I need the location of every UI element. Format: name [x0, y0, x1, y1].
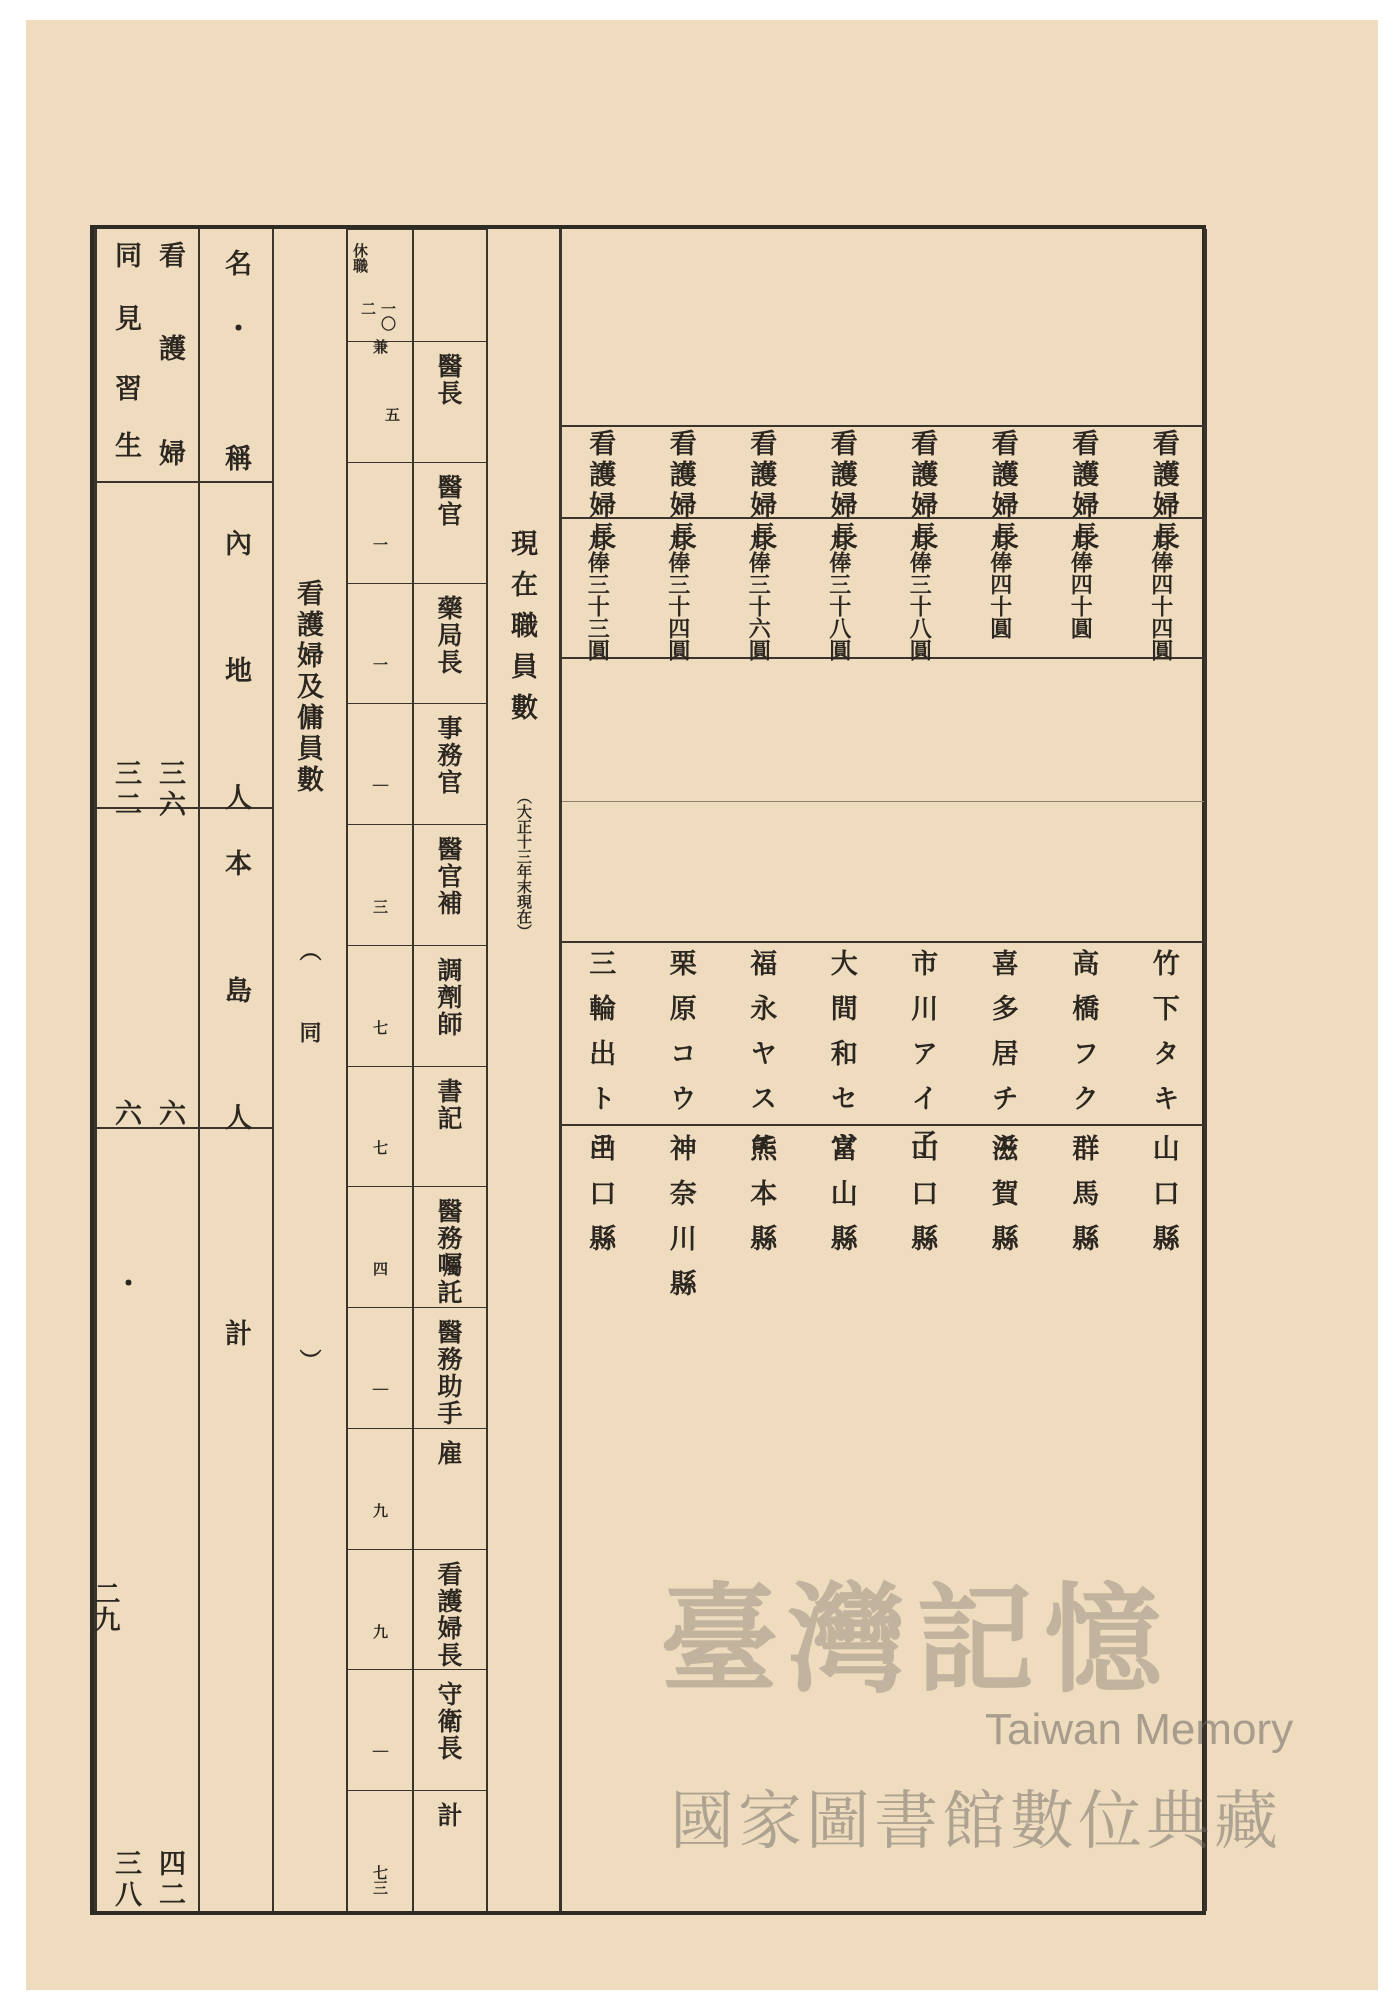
middle-column-label: 看護婦長 — [434, 1560, 463, 1669]
entry-salary: 月俸四十四圓 — [1147, 529, 1174, 661]
middle-column-label: 醫官補 — [434, 836, 463, 918]
middle-value: 三 — [371, 898, 389, 914]
middle-column-label: 守衛長 — [434, 1681, 463, 1763]
middle-table-row-rule — [346, 1790, 486, 1791]
watermark-latin: Taiwan Memory — [985, 1705, 1294, 1754]
entry-salary: 月俸四十圓 — [1067, 529, 1094, 639]
entry-title: 看護婦長 — [1147, 429, 1179, 553]
entry-title: 看護婦長 — [745, 429, 777, 553]
ken-value-1: 兼 — [371, 339, 389, 354]
frame-inner-right-rule — [1204, 229, 1207, 1911]
middle-column-label: 計 — [434, 1802, 463, 1830]
entry-origin: 神奈川縣 — [664, 1134, 696, 1314]
entry-title: 看護婦長 — [986, 429, 1018, 553]
middle-column-label: 藥局長 — [434, 594, 463, 676]
right-table-hrule-3 — [562, 657, 1206, 659]
header-sub: 稱 — [220, 444, 251, 475]
middle-value: 七 — [371, 1140, 389, 1156]
row-label-kangofu-2: 護 — [154, 334, 185, 365]
middle-table-row-rule — [346, 1549, 486, 1550]
middle-table-row-rule — [346, 1428, 486, 1429]
entry-title: 看護婦長 — [584, 429, 616, 553]
kyushoku-label: 休職 — [351, 243, 369, 273]
middle-table-rule-2 — [486, 229, 488, 1911]
entry-origin: 山口縣 — [584, 1134, 616, 1269]
row-label-kangofu-1: 看 — [154, 241, 185, 272]
hontou-dot: ・ — [110, 1269, 141, 1300]
col-total-label: 計 — [220, 1319, 251, 1350]
entry-salary: 月俸三十四圓 — [664, 529, 691, 661]
row-label-minarai-1: 同 — [110, 241, 141, 272]
middle-value: 九 — [371, 1623, 389, 1639]
hontou-kangofu-value: 六 — [154, 1099, 185, 1130]
middle-table-row-rule — [346, 945, 486, 946]
middle-table-row-rule — [346, 583, 486, 584]
naichi-kangofu-value: 三六 — [154, 759, 185, 821]
entry-name: 栗原コウ — [664, 949, 696, 1129]
middle-column-label: 醫務囑託 — [434, 1198, 463, 1307]
middle-column-label: 雇 — [434, 1439, 463, 1467]
right-table-faint-rule-1 — [562, 801, 1206, 802]
middle-table-header-rule — [346, 229, 486, 230]
kyushoku-value-2: 二 — [359, 301, 377, 316]
entry-origin: 群馬縣 — [1067, 1134, 1099, 1269]
middle-value: 九 — [371, 1502, 389, 1518]
middle-column-label: 調劑師 — [434, 956, 463, 1038]
middle-column-label: 醫官 — [434, 473, 463, 528]
entry-origin: 山口縣 — [1147, 1134, 1179, 1269]
middle-table-rule-1 — [412, 229, 414, 1911]
entry-origin: 滋賀縣 — [986, 1134, 1018, 1269]
watermark-script: 臺灣記憶 — [660, 1570, 1173, 1709]
entry-name: 喜多居チエ — [986, 949, 1018, 1174]
naichi-minarai-value: 三二 — [110, 759, 141, 821]
row-label-minarai-2: 見 — [110, 304, 141, 335]
middle-table-row-rule — [346, 1307, 486, 1308]
entry-origin: 富山縣 — [825, 1134, 857, 1269]
middle-table-row-rule — [346, 1669, 486, 1670]
middle-value: 四 — [371, 1261, 389, 1277]
right-table-hrule-5 — [562, 1124, 1206, 1126]
entry-title: 看護婦長 — [664, 429, 696, 553]
entry-salary: 月俸三十三圓 — [584, 529, 611, 661]
entry-origin: 山口縣 — [906, 1134, 938, 1269]
header-dot: ・ — [220, 314, 251, 345]
middle-table-row-rule — [346, 703, 486, 704]
right-table-hrule-4 — [562, 941, 1206, 943]
right-table-hrule-1 — [562, 425, 1206, 427]
watermark-org: 國家圖書館數位典藏 — [670, 1785, 1282, 1857]
section-note: （同 ） — [296, 939, 322, 1431]
middle-table-row-rule — [346, 1066, 486, 1067]
middle-value: ｜ — [371, 778, 389, 794]
total-minarai-value: 三八 — [110, 1849, 141, 1911]
entry-title: 看護婦長 — [906, 429, 938, 553]
middle-table-row-rule — [346, 824, 486, 825]
middle-title: 現在職員數 — [506, 529, 537, 734]
hontou-minarai-value: 六 — [110, 1099, 141, 1130]
entry-title: 看護婦長 — [825, 429, 857, 553]
entry-name: 市川アイ子 — [906, 949, 938, 1174]
middle-subtitle: （大正十三年末現在） — [515, 789, 533, 939]
entry-name: 高橋フク — [1067, 949, 1099, 1129]
entry-name: 大間和セツ — [825, 949, 857, 1174]
middle-column-label: 醫長 — [434, 353, 463, 407]
middle-table-left-rule — [346, 229, 348, 1911]
header-name: 名 — [220, 249, 251, 280]
middle-table-right-rule — [559, 229, 562, 1911]
middle-value: ｜ — [371, 1382, 389, 1398]
entry-salary: 月俸三十六圓 — [745, 529, 772, 661]
middle-value: ｜ — [371, 1744, 389, 1760]
entry-title: 看護婦長 — [1067, 429, 1099, 553]
middle-value: 一 — [371, 536, 389, 552]
entry-origin: 熊本縣 — [745, 1134, 777, 1269]
middle-table-row-rule — [346, 341, 486, 342]
right-table-hrule-2 — [562, 517, 1206, 519]
section-title: 看護婦及傭員數 — [292, 579, 323, 796]
entry-salary: 月俸三十八圓 — [906, 529, 933, 661]
left-table-rule-2 — [272, 229, 274, 1911]
entry-salary: 月俸三十八圓 — [825, 529, 852, 661]
row-label-minarai-3: 習生 — [110, 374, 141, 488]
middle-value: 一 — [371, 657, 389, 673]
middle-column-label: 事務官 — [434, 715, 463, 797]
middle-column-label: 書記 — [434, 1077, 463, 1132]
kyushoku-value-1: 一〇 — [379, 301, 397, 331]
page-number: 二九 — [90, 1580, 120, 1632]
entry-name: 三輪出トヨ — [584, 949, 616, 1174]
entry-salary: 月俸四十圓 — [986, 529, 1013, 639]
middle-table-row-rule — [346, 1186, 486, 1187]
col-hontou-label: 本島人 — [220, 849, 251, 1230]
middle-table-row-rule — [346, 462, 486, 463]
row-label-kangofu-3: 婦 — [154, 439, 185, 470]
middle-column-label: 醫務助手 — [434, 1319, 463, 1428]
middle-value: 七三 — [371, 1865, 389, 1896]
entry-name: 竹下タキ — [1147, 949, 1179, 1129]
middle-value: 七 — [371, 1019, 389, 1035]
total-kangofu-value: 四二 — [154, 1849, 185, 1911]
col-naichi-label: 內地人 — [220, 529, 251, 910]
entry-name: 福永ヤスエ — [745, 949, 777, 1174]
ken-value-2: 五 — [383, 407, 401, 422]
